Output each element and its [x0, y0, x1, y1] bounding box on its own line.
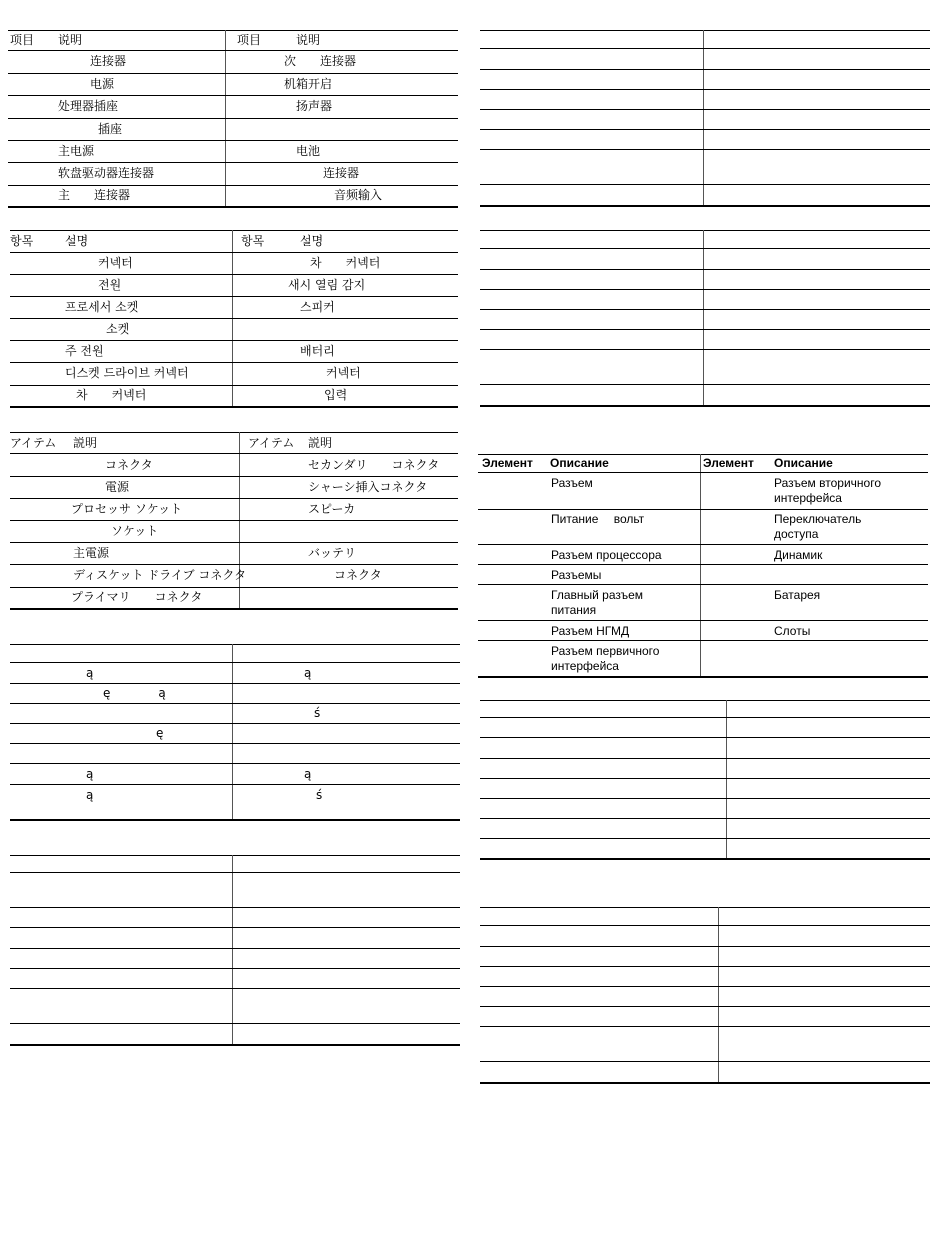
table-rule	[480, 778, 930, 779]
table-cell: シャーシ挿入コネクタ	[308, 480, 428, 494]
table-cell: スピーカ	[308, 502, 356, 516]
table-rule	[480, 30, 930, 31]
table-cell: ą	[86, 666, 94, 680]
table-rule	[480, 69, 930, 70]
table-rule	[480, 946, 930, 947]
table-cell: 주 전원	[65, 344, 104, 358]
column-divider	[232, 644, 233, 820]
table-rule	[480, 205, 930, 207]
table-cell: 차 커넥터	[76, 388, 147, 402]
table-rule	[480, 230, 930, 231]
table-cell: ą	[304, 666, 312, 680]
table-rule	[10, 230, 458, 231]
table-rule	[10, 907, 460, 908]
table-cell: 소켓	[106, 322, 130, 336]
table-rule	[10, 608, 458, 610]
table-chinese	[8, 30, 458, 208]
table-cell: 连接器	[323, 166, 360, 180]
table-rule	[480, 149, 930, 150]
table-rule	[478, 544, 928, 545]
table-rule	[480, 966, 930, 967]
table-cell: ą	[86, 767, 94, 781]
table-rule	[8, 73, 458, 74]
table-cell: 连接器	[90, 54, 127, 68]
table-rule	[480, 129, 930, 130]
table-rule	[480, 818, 930, 819]
table-rule	[480, 109, 930, 110]
table-cell: 커넥터	[326, 366, 361, 380]
table-rule	[480, 1061, 930, 1062]
table-cell: プロセッサ ソケット	[71, 502, 183, 516]
table-rule	[478, 509, 928, 510]
table-rule	[10, 723, 460, 724]
table-russian	[478, 454, 928, 680]
table-rule	[478, 620, 928, 621]
table-cell: 主电源	[58, 144, 95, 158]
header-description: 说明	[58, 33, 83, 47]
table-rule	[10, 819, 460, 821]
table-cell: 处理器插座	[58, 99, 119, 113]
table-rule	[480, 986, 930, 987]
header-item: Элемент	[703, 456, 754, 470]
table-rule	[480, 309, 930, 310]
table-cell: 전원	[98, 278, 122, 292]
table-rule	[10, 743, 460, 744]
table-cell: 프로세서 소켓	[65, 300, 139, 314]
table-cell: 次 连接器	[284, 54, 357, 68]
table-rule	[10, 318, 458, 319]
table-rule	[480, 737, 930, 738]
table-rule	[10, 385, 458, 386]
table-rule	[480, 384, 930, 385]
table-cell: Разъем первичного интерфейса	[551, 644, 660, 673]
table-blank	[10, 855, 460, 1047]
table-cell: ソケット	[111, 524, 159, 538]
table-rule	[480, 405, 930, 407]
table-rule	[480, 289, 930, 290]
table-rule	[8, 95, 458, 96]
header-description: 설명	[300, 234, 324, 248]
table-cell: Главный разъем питания	[551, 588, 644, 617]
header-description: 说明	[296, 33, 321, 47]
column-divider	[232, 230, 233, 408]
table-rule	[8, 185, 458, 186]
header-description: 설명	[65, 234, 89, 248]
table-cell: Разъем процессора	[551, 548, 662, 562]
table-cell: 배터리	[300, 344, 335, 358]
header-item: 项目	[237, 33, 262, 47]
table-rule	[480, 89, 930, 90]
table-rule	[10, 662, 460, 663]
table-rule	[8, 30, 458, 31]
table-cell: コネクタ	[334, 568, 382, 582]
table-rule	[478, 472, 928, 473]
table-rule	[10, 564, 458, 565]
table-blank	[480, 700, 930, 862]
table-cell: ę	[156, 726, 164, 740]
column-divider	[718, 907, 719, 1083]
table-cell: Разъем	[551, 476, 593, 490]
table-cell: ę ą	[103, 686, 166, 700]
column-divider	[726, 700, 727, 860]
table-rule	[10, 784, 460, 785]
table-polish	[10, 644, 460, 822]
table-rule	[480, 329, 930, 330]
table-rule	[480, 717, 930, 718]
table-rule	[10, 340, 458, 341]
table-rule	[10, 855, 460, 856]
table-cell: Слоты	[774, 624, 811, 638]
table-cell: 디스켓 드라이브 커넥터	[65, 366, 189, 380]
column-divider	[700, 454, 701, 676]
table-rule	[480, 248, 930, 249]
table-cell: ś	[314, 706, 321, 720]
table-rule	[10, 406, 458, 408]
column-divider	[232, 855, 233, 1045]
table-cell: ą	[86, 788, 94, 802]
table-rule	[10, 703, 460, 704]
table-rule	[480, 907, 930, 908]
table-rule	[8, 206, 458, 208]
table-rule	[10, 498, 458, 499]
table-cell: 電源	[105, 480, 130, 494]
table-blank	[480, 907, 930, 1085]
table-cell: ś	[316, 788, 323, 802]
table-rule	[10, 587, 458, 588]
table-cell: 电池	[296, 144, 321, 158]
table-rule	[8, 162, 458, 163]
table-cell: バッテリ	[308, 546, 357, 560]
table-rule	[480, 700, 930, 701]
table-rule	[480, 1082, 930, 1084]
table-rule	[478, 564, 928, 565]
table-cell: コネクタ	[105, 458, 153, 472]
table-rule	[480, 184, 930, 185]
table-rule	[10, 1023, 460, 1024]
table-rule	[10, 296, 458, 297]
table-rule	[478, 640, 928, 641]
header-description: 説明	[308, 436, 333, 450]
table-cell: 차 커넥터	[310, 256, 381, 270]
table-rule	[10, 948, 460, 949]
table-rule	[10, 683, 460, 684]
column-divider	[703, 30, 704, 206]
table-cell: 扬声器	[296, 99, 333, 113]
header-item: アイテム	[248, 436, 295, 450]
table-rule	[478, 584, 928, 585]
table-rule	[480, 1006, 930, 1007]
table-japanese	[10, 432, 458, 612]
table-rule	[478, 676, 928, 678]
header-description: 説明	[73, 436, 98, 450]
table-cell: 主 连接器	[58, 188, 131, 202]
header-item: Элемент	[482, 456, 533, 470]
header-description: Описание	[550, 456, 609, 470]
table-rule	[480, 798, 930, 799]
table-rule	[10, 362, 458, 363]
table-blank	[480, 30, 930, 208]
header-item: 항목	[10, 234, 34, 248]
table-rule	[10, 520, 458, 521]
table-rule	[480, 758, 930, 759]
table-rule	[10, 453, 458, 454]
table-cell: 새시 열림 감지	[288, 278, 366, 292]
table-cell: セカンダリ コネクタ	[308, 458, 440, 472]
header-item: 항목	[241, 234, 265, 248]
table-rule	[478, 454, 928, 455]
table-rule	[480, 838, 930, 839]
column-divider	[703, 230, 704, 406]
table-rule	[10, 988, 460, 989]
table-cell: 音频输入	[334, 188, 383, 202]
table-blank	[480, 230, 930, 408]
table-rule	[10, 432, 458, 433]
table-rule	[480, 269, 930, 270]
header-item: 项目	[10, 33, 35, 47]
table-korean	[10, 230, 458, 410]
table-rule	[8, 50, 458, 51]
table-rule	[480, 48, 930, 49]
table-rule	[480, 925, 930, 926]
table-rule	[10, 542, 458, 543]
table-rule	[8, 140, 458, 141]
table-rule	[480, 858, 930, 860]
table-cell: プライマリ コネクタ	[71, 590, 203, 604]
table-rule	[10, 872, 460, 873]
header-description: Описание	[774, 456, 833, 470]
column-divider	[239, 432, 240, 610]
table-rule	[480, 349, 930, 350]
table-rule	[10, 644, 460, 645]
table-cell: Переключатель доступа	[774, 512, 862, 541]
table-cell: 스피커	[300, 300, 335, 314]
table-cell: 插座	[98, 122, 123, 136]
table-cell: ディスケット ドライブ コネクタ	[73, 568, 247, 582]
table-cell: Разъемы	[551, 568, 602, 582]
table-rule	[8, 118, 458, 119]
table-rule	[10, 252, 458, 253]
table-cell: 커넥터	[98, 256, 133, 270]
table-rule	[10, 927, 460, 928]
header-item: アイテム	[10, 436, 57, 450]
table-cell: 软盘驱动器连接器	[58, 166, 155, 180]
table-cell: ą	[304, 767, 312, 781]
table-rule	[10, 274, 458, 275]
table-cell: 입력	[324, 388, 348, 402]
table-cell: Питание вольт	[551, 512, 645, 526]
table-rule	[10, 1044, 460, 1046]
table-cell: 主電源	[73, 546, 110, 560]
table-cell: Разъем вторичного интерфейса	[774, 476, 882, 505]
table-cell: Разъем НГМД	[551, 624, 630, 638]
table-rule	[10, 476, 458, 477]
table-cell: Динамик	[774, 548, 823, 562]
table-rule	[10, 763, 460, 764]
table-cell: 电源	[90, 77, 115, 91]
table-cell: Батарея	[774, 588, 821, 602]
table-cell: 机箱开启	[284, 77, 333, 91]
table-rule	[10, 968, 460, 969]
table-rule	[480, 1026, 930, 1027]
